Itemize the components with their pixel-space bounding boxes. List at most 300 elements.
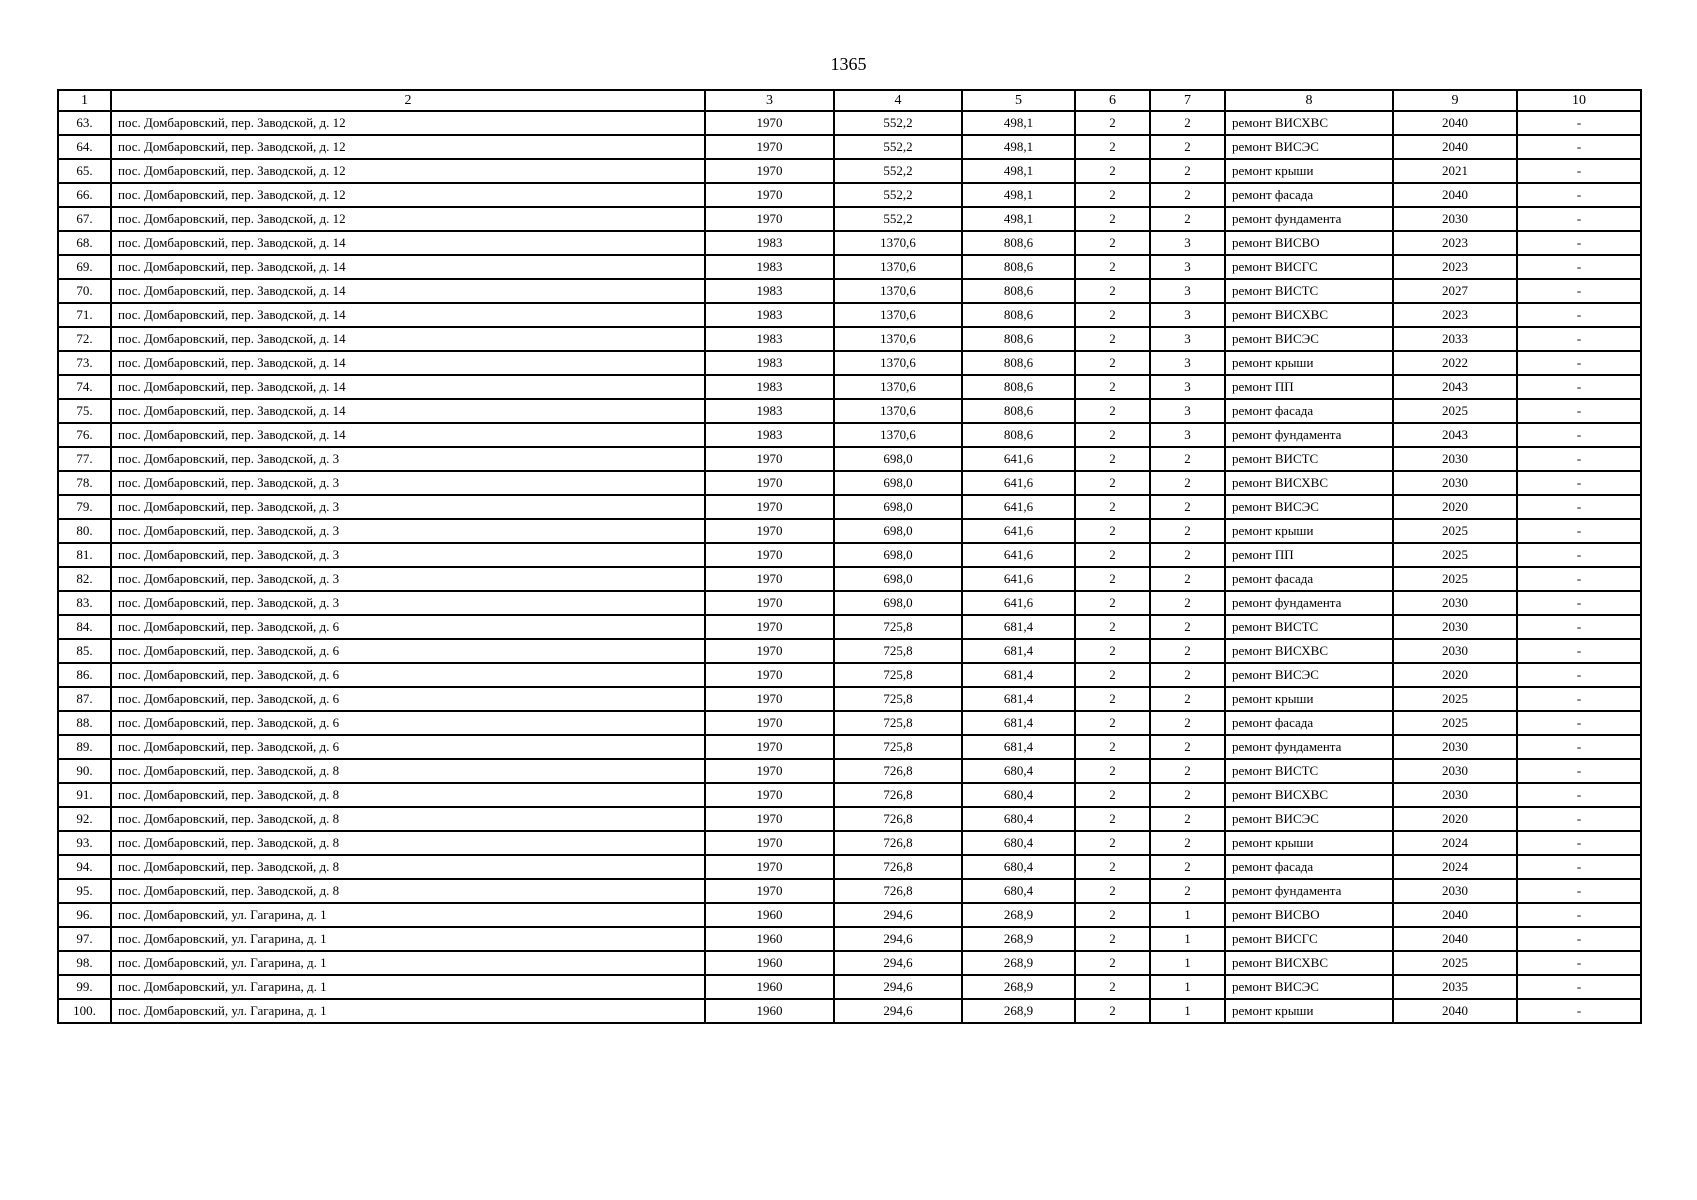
col10-cell: - [1517, 471, 1641, 495]
col10-cell: - [1517, 783, 1641, 807]
year-cell: 1960 [705, 903, 834, 927]
floors-cell: 3 [1150, 327, 1225, 351]
year-cell: 1970 [705, 447, 834, 471]
work-type-cell: ремонт фундамента [1225, 207, 1393, 231]
address-cell: пос. Домбаровский, пер. Заводской, д. 12 [111, 207, 705, 231]
planned-year-cell: 2030 [1393, 207, 1517, 231]
total-area-cell: 726,8 [834, 783, 962, 807]
col6-cell: 2 [1075, 135, 1150, 159]
floors-cell: 3 [1150, 279, 1225, 303]
row-number-cell: 89. [58, 735, 111, 759]
table-row [58, 927, 1641, 951]
address-cell: пос. Домбаровский, пер. Заводской, д. 8 [111, 831, 705, 855]
row-number-cell: 93. [58, 831, 111, 855]
floors-cell: 1 [1150, 903, 1225, 927]
total-area-cell: 726,8 [834, 831, 962, 855]
floors-cell: 2 [1150, 543, 1225, 567]
floors-cell: 2 [1150, 519, 1225, 543]
total-area-cell: 698,0 [834, 471, 962, 495]
work-type-cell: ремонт ВИСВО [1225, 903, 1393, 927]
year-cell: 1970 [705, 519, 834, 543]
year-cell: 1983 [705, 255, 834, 279]
living-area-cell: 681,4 [962, 711, 1075, 735]
work-type-cell: ремонт ВИСХВС [1225, 783, 1393, 807]
col10-cell: - [1517, 903, 1641, 927]
address-cell: пос. Домбаровский, пер. Заводской, д. 3 [111, 495, 705, 519]
row-number-cell: 74. [58, 375, 111, 399]
col10-cell: - [1517, 183, 1641, 207]
col6-cell: 2 [1075, 471, 1150, 495]
col6-cell: 2 [1075, 615, 1150, 639]
row-number-cell: 77. [58, 447, 111, 471]
total-area-cell: 698,0 [834, 495, 962, 519]
col6-cell: 2 [1075, 927, 1150, 951]
year-cell: 1983 [705, 303, 834, 327]
total-area-cell: 294,6 [834, 927, 962, 951]
planned-year-cell: 2030 [1393, 471, 1517, 495]
column-header-2: 2 [111, 90, 705, 111]
floors-cell: 2 [1150, 687, 1225, 711]
work-type-cell: ремонт ВИСГС [1225, 255, 1393, 279]
col6-cell: 2 [1075, 327, 1150, 351]
planned-year-cell: 2040 [1393, 903, 1517, 927]
living-area-cell: 641,6 [962, 567, 1075, 591]
living-area-cell: 808,6 [962, 255, 1075, 279]
work-type-cell: ремонт фундамента [1225, 879, 1393, 903]
row-number-cell: 70. [58, 279, 111, 303]
table-row [58, 183, 1641, 207]
total-area-cell: 294,6 [834, 903, 962, 927]
floors-cell: 3 [1150, 231, 1225, 255]
row-number-cell: 69. [58, 255, 111, 279]
total-area-cell: 1370,6 [834, 231, 962, 255]
work-type-cell: ремонт крыши [1225, 831, 1393, 855]
year-cell: 1970 [705, 807, 834, 831]
planned-year-cell: 2021 [1393, 159, 1517, 183]
floors-cell: 2 [1150, 495, 1225, 519]
total-area-cell: 294,6 [834, 951, 962, 975]
col6-cell: 2 [1075, 351, 1150, 375]
total-area-cell: 1370,6 [834, 327, 962, 351]
planned-year-cell: 2030 [1393, 639, 1517, 663]
row-number-cell: 85. [58, 639, 111, 663]
col10-cell: - [1517, 423, 1641, 447]
row-number-cell: 73. [58, 351, 111, 375]
address-cell: пос. Домбаровский, пер. Заводской, д. 14 [111, 231, 705, 255]
living-area-cell: 808,6 [962, 279, 1075, 303]
table-row [58, 735, 1641, 759]
total-area-cell: 725,8 [834, 663, 962, 687]
planned-year-cell: 2024 [1393, 855, 1517, 879]
work-type-cell: ремонт ВИСТС [1225, 447, 1393, 471]
col10-cell: - [1517, 231, 1641, 255]
table-row [58, 615, 1641, 639]
planned-year-cell: 2020 [1393, 495, 1517, 519]
living-area-cell: 641,6 [962, 519, 1075, 543]
floors-cell: 2 [1150, 735, 1225, 759]
floors-cell: 3 [1150, 351, 1225, 375]
address-cell: пос. Домбаровский, пер. Заводской, д. 14 [111, 327, 705, 351]
year-cell: 1970 [705, 495, 834, 519]
total-area-cell: 1370,6 [834, 279, 962, 303]
col6-cell: 2 [1075, 735, 1150, 759]
address-cell: пос. Домбаровский, пер. Заводской, д. 6 [111, 639, 705, 663]
row-number-cell: 72. [58, 327, 111, 351]
year-cell: 1970 [705, 591, 834, 615]
total-area-cell: 698,0 [834, 567, 962, 591]
year-cell: 1970 [705, 663, 834, 687]
col10-cell: - [1517, 543, 1641, 567]
total-area-cell: 726,8 [834, 759, 962, 783]
table-row [58, 351, 1641, 375]
total-area-cell: 725,8 [834, 735, 962, 759]
work-type-cell: ремонт фасада [1225, 855, 1393, 879]
address-cell: пос. Домбаровский, пер. Заводской, д. 14 [111, 399, 705, 423]
address-cell: пос. Домбаровский, пер. Заводской, д. 12 [111, 135, 705, 159]
row-number-cell: 68. [58, 231, 111, 255]
living-area-cell: 681,4 [962, 735, 1075, 759]
table-row [58, 447, 1641, 471]
planned-year-cell: 2035 [1393, 975, 1517, 999]
address-cell: пос. Домбаровский, пер. Заводской, д. 8 [111, 783, 705, 807]
work-type-cell: ремонт ПП [1225, 543, 1393, 567]
address-cell: пос. Домбаровский, пер. Заводской, д. 8 [111, 759, 705, 783]
year-cell: 1970 [705, 111, 834, 135]
row-number-cell: 67. [58, 207, 111, 231]
col6-cell: 2 [1075, 111, 1150, 135]
address-cell: пос. Домбаровский, пер. Заводской, д. 3 [111, 567, 705, 591]
planned-year-cell: 2025 [1393, 543, 1517, 567]
col6-cell: 2 [1075, 975, 1150, 999]
total-area-cell: 552,2 [834, 135, 962, 159]
row-number-cell: 98. [58, 951, 111, 975]
total-area-cell: 726,8 [834, 807, 962, 831]
total-area-cell: 552,2 [834, 207, 962, 231]
col6-cell: 2 [1075, 543, 1150, 567]
work-type-cell: ремонт ВИСЭС [1225, 975, 1393, 999]
year-cell: 1983 [705, 327, 834, 351]
col6-cell: 2 [1075, 591, 1150, 615]
table-row [58, 279, 1641, 303]
year-cell: 1970 [705, 183, 834, 207]
living-area-cell: 808,6 [962, 327, 1075, 351]
table-row [58, 591, 1641, 615]
floors-cell: 1 [1150, 999, 1225, 1023]
row-number-cell: 91. [58, 783, 111, 807]
row-number-cell: 99. [58, 975, 111, 999]
address-cell: пос. Домбаровский, ул. Гагарина, д. 1 [111, 951, 705, 975]
total-area-cell: 1370,6 [834, 399, 962, 423]
floors-cell: 2 [1150, 639, 1225, 663]
floors-cell: 2 [1150, 567, 1225, 591]
table-row [58, 783, 1641, 807]
living-area-cell: 681,4 [962, 639, 1075, 663]
total-area-cell: 726,8 [834, 855, 962, 879]
floors-cell: 2 [1150, 207, 1225, 231]
planned-year-cell: 2025 [1393, 567, 1517, 591]
col10-cell: - [1517, 927, 1641, 951]
planned-year-cell: 2030 [1393, 879, 1517, 903]
planned-year-cell: 2040 [1393, 927, 1517, 951]
address-cell: пос. Домбаровский, пер. Заводской, д. 14 [111, 423, 705, 447]
address-cell: пос. Домбаровский, пер. Заводской, д. 6 [111, 663, 705, 687]
work-type-cell: ремонт ВИСЭС [1225, 327, 1393, 351]
living-area-cell: 268,9 [962, 903, 1075, 927]
table-row [58, 519, 1641, 543]
column-header-6: 6 [1075, 90, 1150, 111]
table-row [58, 639, 1641, 663]
address-cell: пос. Домбаровский, пер. Заводской, д. 12 [111, 159, 705, 183]
year-cell: 1970 [705, 687, 834, 711]
row-number-cell: 75. [58, 399, 111, 423]
floors-cell: 1 [1150, 951, 1225, 975]
year-cell: 1960 [705, 975, 834, 999]
col6-cell: 2 [1075, 375, 1150, 399]
living-area-cell: 498,1 [962, 111, 1075, 135]
living-area-cell: 641,6 [962, 591, 1075, 615]
col6-cell: 2 [1075, 639, 1150, 663]
table-row [58, 471, 1641, 495]
column-header-5: 5 [962, 90, 1075, 111]
col10-cell: - [1517, 711, 1641, 735]
year-cell: 1970 [705, 543, 834, 567]
planned-year-cell: 2027 [1393, 279, 1517, 303]
row-number-cell: 80. [58, 519, 111, 543]
planned-year-cell: 2025 [1393, 399, 1517, 423]
floors-cell: 3 [1150, 255, 1225, 279]
row-number-cell: 76. [58, 423, 111, 447]
total-area-cell: 725,8 [834, 615, 962, 639]
planned-year-cell: 2040 [1393, 183, 1517, 207]
floors-cell: 2 [1150, 615, 1225, 639]
column-header-3: 3 [705, 90, 834, 111]
table-row [58, 207, 1641, 231]
col6-cell: 2 [1075, 855, 1150, 879]
row-number-cell: 84. [58, 615, 111, 639]
col10-cell: - [1517, 735, 1641, 759]
floors-cell: 3 [1150, 423, 1225, 447]
col6-cell: 2 [1075, 663, 1150, 687]
column-header-1: 1 [58, 90, 111, 111]
living-area-cell: 641,6 [962, 495, 1075, 519]
total-area-cell: 552,2 [834, 159, 962, 183]
work-type-cell: ремонт фасада [1225, 183, 1393, 207]
col10-cell: - [1517, 999, 1641, 1023]
floors-cell: 2 [1150, 471, 1225, 495]
page-number: 1365 [830, 54, 867, 74]
col6-cell: 2 [1075, 207, 1150, 231]
row-number-cell: 81. [58, 543, 111, 567]
floors-cell: 2 [1150, 111, 1225, 135]
row-number-cell: 78. [58, 471, 111, 495]
column-header-10: 10 [1517, 90, 1641, 111]
table-row [58, 231, 1641, 255]
total-area-cell: 725,8 [834, 687, 962, 711]
total-area-cell: 725,8 [834, 639, 962, 663]
table-row [58, 855, 1641, 879]
work-type-cell: ремонт ВИСЭС [1225, 663, 1393, 687]
col6-cell: 2 [1075, 519, 1150, 543]
floors-cell: 2 [1150, 591, 1225, 615]
year-cell: 1970 [705, 207, 834, 231]
address-cell: пос. Домбаровский, ул. Гагарина, д. 1 [111, 999, 705, 1023]
planned-year-cell: 2030 [1393, 615, 1517, 639]
year-cell: 1970 [705, 711, 834, 735]
row-number-cell: 97. [58, 927, 111, 951]
planned-year-cell: 2030 [1393, 447, 1517, 471]
col6-cell: 2 [1075, 567, 1150, 591]
living-area-cell: 681,4 [962, 615, 1075, 639]
planned-year-cell: 2030 [1393, 759, 1517, 783]
table-row [58, 423, 1641, 447]
row-number-cell: 82. [58, 567, 111, 591]
col6-cell: 2 [1075, 231, 1150, 255]
col6-cell: 2 [1075, 279, 1150, 303]
col6-cell: 2 [1075, 903, 1150, 927]
col10-cell: - [1517, 255, 1641, 279]
living-area-cell: 680,4 [962, 807, 1075, 831]
address-cell: пос. Домбаровский, пер. Заводской, д. 12 [111, 111, 705, 135]
table-row [58, 543, 1641, 567]
address-cell: пос. Домбаровский, пер. Заводской, д. 12 [111, 183, 705, 207]
planned-year-cell: 2024 [1393, 831, 1517, 855]
work-type-cell: ремонт ВИСЭС [1225, 495, 1393, 519]
table-row [58, 159, 1641, 183]
col10-cell: - [1517, 447, 1641, 471]
col6-cell: 2 [1075, 495, 1150, 519]
planned-year-cell: 2025 [1393, 519, 1517, 543]
table-row [58, 495, 1641, 519]
planned-year-cell: 2043 [1393, 375, 1517, 399]
living-area-cell: 808,6 [962, 351, 1075, 375]
total-area-cell: 552,2 [834, 183, 962, 207]
table-row [58, 375, 1641, 399]
total-area-cell: 294,6 [834, 975, 962, 999]
work-type-cell: ремонт крыши [1225, 159, 1393, 183]
work-type-cell: ремонт ВИСГС [1225, 927, 1393, 951]
planned-year-cell: 2030 [1393, 783, 1517, 807]
work-type-cell: ремонт фундамента [1225, 591, 1393, 615]
col10-cell: - [1517, 879, 1641, 903]
col10-cell: - [1517, 399, 1641, 423]
floors-cell: 2 [1150, 183, 1225, 207]
planned-year-cell: 2022 [1393, 351, 1517, 375]
row-number-cell: 92. [58, 807, 111, 831]
header-row [58, 90, 1641, 111]
row-number-cell: 94. [58, 855, 111, 879]
col6-cell: 2 [1075, 711, 1150, 735]
work-type-cell: ремонт ВИСХВС [1225, 951, 1393, 975]
living-area-cell: 808,6 [962, 375, 1075, 399]
living-area-cell: 498,1 [962, 183, 1075, 207]
planned-year-cell: 2023 [1393, 255, 1517, 279]
floors-cell: 3 [1150, 399, 1225, 423]
floors-cell: 3 [1150, 375, 1225, 399]
work-type-cell: ремонт ВИСЭС [1225, 807, 1393, 831]
year-cell: 1983 [705, 279, 834, 303]
year-cell: 1970 [705, 855, 834, 879]
table-row [58, 951, 1641, 975]
work-type-cell: ремонт крыши [1225, 999, 1393, 1023]
work-type-cell: ремонт фундамента [1225, 735, 1393, 759]
col10-cell: - [1517, 975, 1641, 999]
floors-cell: 2 [1150, 807, 1225, 831]
total-area-cell: 1370,6 [834, 423, 962, 447]
living-area-cell: 498,1 [962, 207, 1075, 231]
floors-cell: 2 [1150, 135, 1225, 159]
address-cell: пос. Домбаровский, пер. Заводской, д. 6 [111, 615, 705, 639]
living-area-cell: 498,1 [962, 135, 1075, 159]
planned-year-cell: 2030 [1393, 735, 1517, 759]
work-type-cell: ремонт фасада [1225, 567, 1393, 591]
living-area-cell: 680,4 [962, 759, 1075, 783]
total-area-cell: 1370,6 [834, 351, 962, 375]
row-number-cell: 87. [58, 687, 111, 711]
living-area-cell: 680,4 [962, 783, 1075, 807]
address-cell: пос. Домбаровский, пер. Заводской, д. 3 [111, 591, 705, 615]
planned-year-cell: 2040 [1393, 135, 1517, 159]
work-type-cell: ремонт ВИСХВС [1225, 111, 1393, 135]
address-cell: пос. Домбаровский, пер. Заводской, д. 14 [111, 375, 705, 399]
table-row [58, 303, 1641, 327]
year-cell: 1970 [705, 831, 834, 855]
work-type-cell: ремонт крыши [1225, 351, 1393, 375]
living-area-cell: 680,4 [962, 831, 1075, 855]
planned-year-cell: 2030 [1393, 591, 1517, 615]
living-area-cell: 680,4 [962, 855, 1075, 879]
col6-cell: 2 [1075, 951, 1150, 975]
row-number-cell: 71. [58, 303, 111, 327]
total-area-cell: 698,0 [834, 519, 962, 543]
living-area-cell: 641,6 [962, 471, 1075, 495]
col6-cell: 2 [1075, 879, 1150, 903]
work-type-cell: ремонт ВИСТС [1225, 615, 1393, 639]
address-cell: пос. Домбаровский, пер. Заводской, д. 3 [111, 447, 705, 471]
address-cell: пос. Домбаровский, пер. Заводской, д. 14 [111, 279, 705, 303]
col10-cell: - [1517, 327, 1641, 351]
address-cell: пос. Домбаровский, пер. Заводской, д. 3 [111, 543, 705, 567]
living-area-cell: 268,9 [962, 951, 1075, 975]
col10-cell: - [1517, 207, 1641, 231]
col10-cell: - [1517, 111, 1641, 135]
floors-cell: 2 [1150, 759, 1225, 783]
address-cell: пос. Домбаровский, пер. Заводской, д. 3 [111, 519, 705, 543]
total-area-cell: 1370,6 [834, 303, 962, 327]
floors-cell: 2 [1150, 783, 1225, 807]
col10-cell: - [1517, 639, 1641, 663]
living-area-cell: 808,6 [962, 231, 1075, 255]
work-type-cell: ремонт ПП [1225, 375, 1393, 399]
address-cell: пос. Домбаровский, пер. Заводской, д. 8 [111, 879, 705, 903]
col10-cell: - [1517, 519, 1641, 543]
column-header-8: 8 [1225, 90, 1393, 111]
planned-year-cell: 2025 [1393, 687, 1517, 711]
floors-cell: 2 [1150, 159, 1225, 183]
year-cell: 1970 [705, 639, 834, 663]
table-row [58, 327, 1641, 351]
col10-cell: - [1517, 351, 1641, 375]
col6-cell: 2 [1075, 783, 1150, 807]
address-cell: пос. Домбаровский, пер. Заводской, д. 8 [111, 855, 705, 879]
year-cell: 1970 [705, 615, 834, 639]
address-cell: пос. Домбаровский, пер. Заводской, д. 6 [111, 711, 705, 735]
row-number-cell: 88. [58, 711, 111, 735]
year-cell: 1960 [705, 927, 834, 951]
floors-cell: 2 [1150, 831, 1225, 855]
row-number-cell: 96. [58, 903, 111, 927]
living-area-cell: 680,4 [962, 879, 1075, 903]
col6-cell: 2 [1075, 999, 1150, 1023]
